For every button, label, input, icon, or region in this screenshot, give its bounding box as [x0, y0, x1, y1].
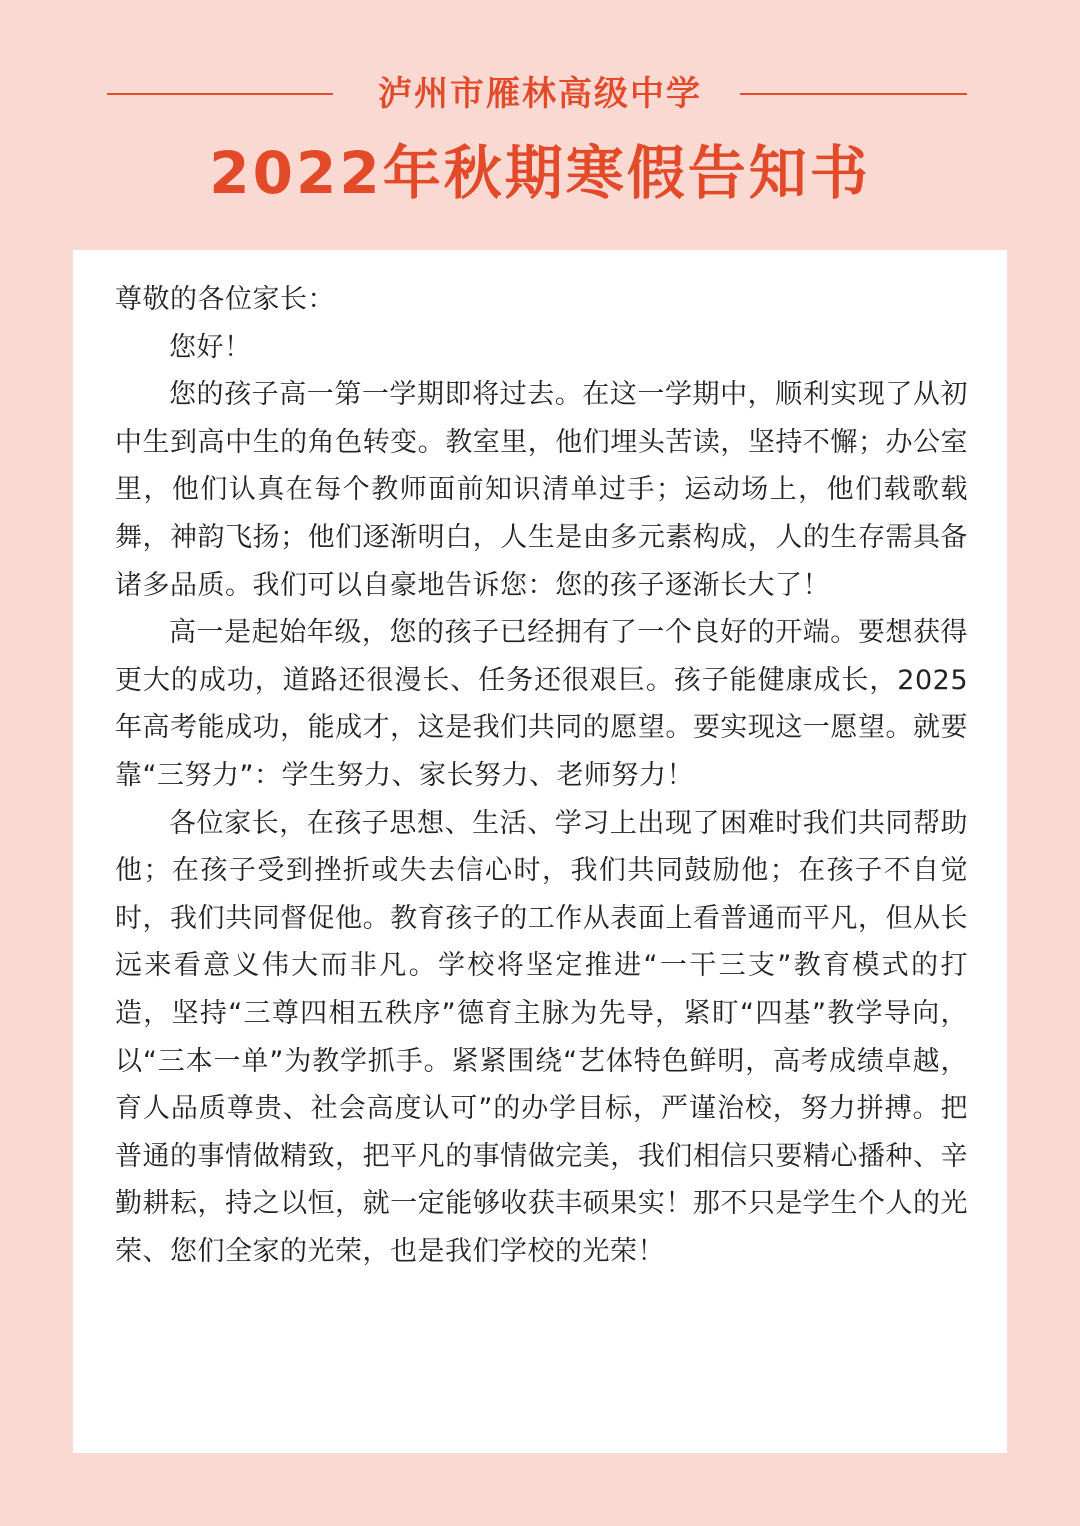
notice-title: 2022年秋期寒假告知书	[209, 139, 871, 207]
paragraph: 高一是起始年级，您的孩子已经拥有了一个良好的开端。要想获得更大的成功，道路还很漫长、任务还很艰巨。孩子能健康成长，2025年高考能成功，能成才，这是我们共同的愿望。要实现这一愿望。就要靠“三努力”：学生努力、家长努力、老师努力！	[115, 617, 968, 791]
letter-body	[115, 276, 968, 1275]
greeting: 您好！	[169, 331, 252, 363]
school-name: 泸州市雁林高级中学	[378, 74, 702, 114]
salutation: 尊敬的各位家长：	[115, 284, 335, 315]
right-divider	[740, 93, 967, 95]
paragraph: 您的孩子高一第一学期即将过去。在这一学期中，顺利实现了从初中生到高中生的角色转变。教室里，他们埋头苦读，坚持不懈；办公室里，他们认真在每个教师面前知识清单过手；运动场上，他们载歌载舞，神韵飞扬；他们逐渐明白，人生是由多元素构成，人的生存需具备诸多品质。我们可以自豪地告诉您：您的孩子逐渐长大了！	[115, 379, 968, 601]
header	[0, 0, 1080, 240]
paragraph: 各位家长，在孩子思想、生活、学习上出现了困难时我们共同帮助他；在孩子受到挫折或失去信心时，我们共同鼓励他；在孩子不自觉时，我们共同督促他。教育孩子的工作从表面上看普通而平凡，但从长远来看意义伟大而非凡。学校将坚定推进“一干三支”教育模式的打造，坚持“三尊四相五秩序”德育主脉为先导，紧盯“四基”教学导向，以“三本一单”为教学抓手。紧紧围绕“艺体特色鲜明，高考成绩卓越，育人品质尊贵、社会高度认可”的办学目标，严谨治校，努力拼搏。把普通的事情做精致，把平凡的事情做完美，我们相信只要精心播种、辛勤耕耘，持之以恒，就一定能够收获丰硕果实！那不只是学生个人的光荣、您们全家的光荣，也是我们学校的光荣！	[115, 807, 968, 1267]
letter-card	[73, 250, 1007, 1453]
school-row	[0, 66, 1080, 122]
